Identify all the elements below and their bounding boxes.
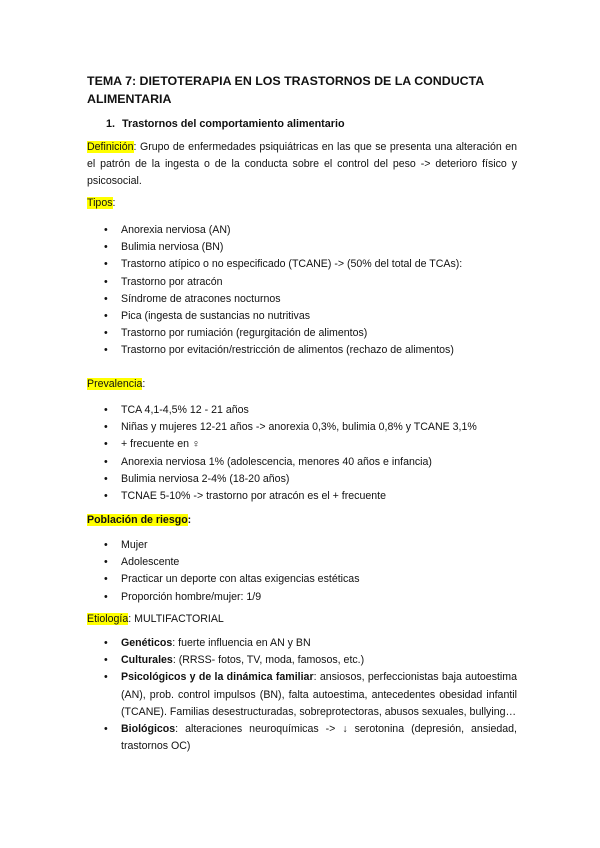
list-item: • Anorexia nerviosa 1% (adolescencia, menores 40 años e infancia) xyxy=(87,454,517,471)
bullet-icon: • xyxy=(104,310,108,323)
bullet-icon: • xyxy=(104,275,108,288)
poblacion-label: Población de riesgo xyxy=(87,514,188,526)
prevalencia-label: Prevalencia xyxy=(87,378,143,390)
bullet-icon: • xyxy=(104,292,108,305)
tipos-suffix: : xyxy=(112,197,116,209)
bullet-icon: • xyxy=(104,438,108,451)
tipos-heading xyxy=(87,195,517,212)
tipos-list xyxy=(87,222,517,360)
bullet-icon: • xyxy=(104,224,108,236)
list-item: • TCA 4,1-4,5% 12 - 21 años xyxy=(87,402,517,419)
bullet-icon: • xyxy=(104,421,108,434)
list-item: • Síndrome de atracones nocturnos xyxy=(87,291,517,308)
definition-label: Definición xyxy=(87,141,134,153)
list-item: • Niñas y mujeres 12-21 años -> anorexia 0,3%, bulimia 0,8% y TCANE 3,1% xyxy=(87,419,517,436)
prevalencia-list xyxy=(87,402,517,505)
list-item: • Pica (ingesta de sustancias no nutritivas xyxy=(87,308,517,325)
etiologia-label: Etiología xyxy=(87,613,129,625)
section-label: Trastornos del comportamiento alimentario xyxy=(122,118,345,130)
bullet-icon: • xyxy=(104,556,108,569)
bullet-icon: • xyxy=(104,654,108,667)
list-item: • Anorexia nerviosa (AN) xyxy=(87,222,517,239)
bullet-icon: • xyxy=(104,671,108,684)
bullet-icon: • xyxy=(104,490,108,503)
list-item: • Culturales: (RRSS- fotos, TV, moda, famosos, etc.) xyxy=(87,652,517,669)
bullet-icon: • xyxy=(104,455,108,468)
bullet-icon: • xyxy=(104,241,108,254)
prevalencia-heading xyxy=(87,376,517,393)
definition-paragraph xyxy=(87,139,517,191)
etiologia-heading xyxy=(87,611,517,628)
list-item: • Genéticos: fuerte influencia en AN y BN xyxy=(87,635,517,652)
list-item: • Adolescente xyxy=(87,554,517,571)
list-item: • Psicológicos y de la dinámica familiar: ansiosos, perfeccionistas baja autoestima (AN), prob. control impulsos (BN), falta autoestima, antecedentes obesidad infantil (TCANE). Familias desestructuradas, sobreprotectoras, abusos sexuales, bullying… xyxy=(104,671,518,718)
list-item: • + frecuente en ♀ xyxy=(87,436,517,453)
etiologia-suffix: : MULTIFACTORIAL xyxy=(128,613,224,625)
bullet-icon: • xyxy=(104,637,108,649)
etiologia-list xyxy=(87,635,517,755)
list-item: • Trastorno por evitación/restricción de alimentos (rechazo de alimentos) xyxy=(87,342,517,359)
list-item: • Mujer xyxy=(87,537,517,554)
list-item: • Bulimia nerviosa (BN) xyxy=(87,239,517,256)
list-item: • Trastorno por atracón xyxy=(87,274,517,291)
definition-text: : Grupo de enfermedades psiquiátricas en las que se presenta una alteración en el patrón de la ingesta o de la conducta sobre el control del peso -> deterioro físico y psicosocial. xyxy=(87,141,517,188)
poblacion-list xyxy=(87,537,517,606)
bullet-icon: • xyxy=(104,344,108,357)
bullet-icon: • xyxy=(104,472,108,485)
bullet-icon: • xyxy=(104,258,108,271)
list-item: • Biológicos: alteraciones neuroquímicas -> ↓ serotonina (depresión, ansiedad, trastornos OC) xyxy=(104,723,517,753)
poblacion-suffix: : xyxy=(187,514,192,526)
list-item: • TCNAE 5-10% -> trastorno por atracón es el + frecuente xyxy=(87,488,517,505)
list-item: • Trastorno por rumiación (regurgitación de alimentos) xyxy=(87,325,517,342)
bullet-icon: • xyxy=(104,723,108,736)
bullet-icon: • xyxy=(104,573,108,586)
bullet-icon: • xyxy=(104,539,108,551)
list-item: • Trastorno atípico o no especificado (TCANE) -> (50% del total de TCAs): xyxy=(87,256,517,273)
document-title: TEMA 7: DIETOTERAPIA EN LOS TRASTORNOS DE LA CONDUCTA ALIMENTARIA xyxy=(87,74,484,106)
list-item: • Practicar un deporte con altas exigencias estéticas xyxy=(87,571,517,588)
list-item: • Bulimia nerviosa 2-4% (18-20 años) xyxy=(87,471,517,488)
bullet-icon: • xyxy=(104,590,108,603)
list-item: • Proporción hombre/mujer: 1/9 xyxy=(87,589,517,606)
poblacion-heading xyxy=(87,512,517,529)
prevalencia-suffix: : xyxy=(142,378,146,390)
section-number: 1. xyxy=(106,118,116,130)
tipos-label: Tipos xyxy=(87,197,113,209)
bullet-icon: • xyxy=(104,327,108,340)
section-heading xyxy=(106,118,345,130)
bullet-icon: • xyxy=(104,404,108,416)
